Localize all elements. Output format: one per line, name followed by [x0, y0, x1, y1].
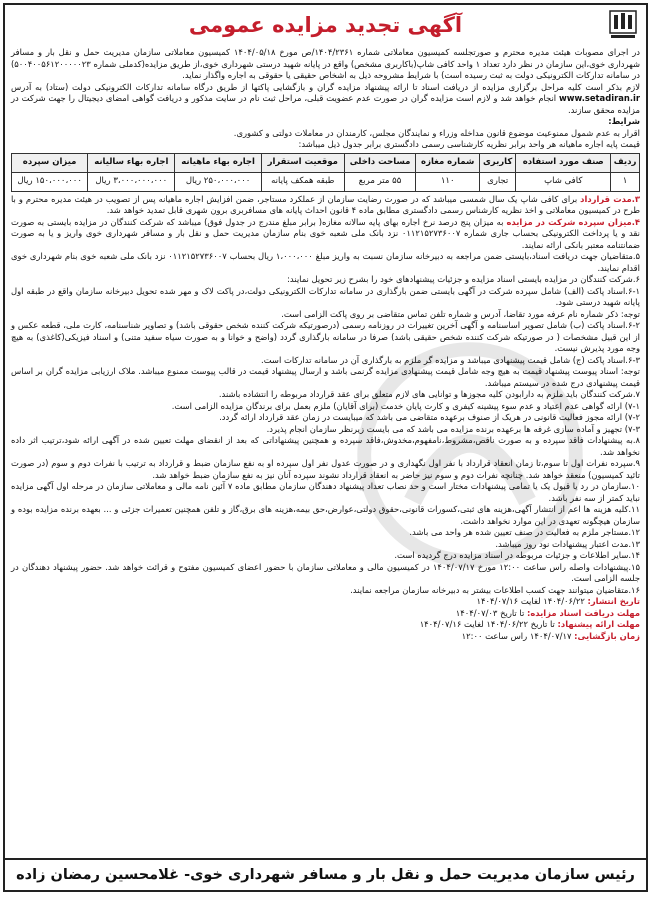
section-9: ۹.سپرده نفرات اول تا سوم،تا زمان انعقاد قرارداد با نفر اول نگهداری و در صورت عدول نفر اول سپرده او به نفع سازمان ضبط و قرارداد به ترتیب با نفرات دوم و سوم (در صورت تائید کمیسیون) منعقد خواهد شد. چنانچه نفرات دوم و سوم نیز حاضر به انعقاد قرارداد نشوند سپرده آنان نیز به نفع سازمان ضبط خواهد شد. — [11, 458, 640, 480]
date-opening-label: زمان بازگشایی: — [574, 630, 640, 641]
condition-1: اقرار به عدم شمول ممنوعیت موضوع قانون مداخله وزراء و نمایندگان مجلس، کارمندان در معاملات دولتی و کشوری. — [233, 127, 640, 138]
section-4-label: ۴.میزان سپرده شرکت در مزایده — [506, 216, 641, 227]
table-cell: ۲۵۰،۰۰۰،۰۰۰ ریال — [175, 172, 262, 191]
section-3-label: ۳.مدت قرارداد — [580, 193, 640, 204]
notice-title: آگهی تجدید مزایده عمومی — [188, 13, 463, 37]
section-7: ۷.شرکت کنندگان باید ملزم به دارابودن کلیه مجوزها و توانایی های لازم متعلق برای عقد قرارداد مربوطه را انتشاده باشند. — [218, 389, 640, 399]
table-header-cell: اجاره بهاء سالیانه — [88, 153, 175, 172]
date-docs-value: تا تاریخ ۱۴۰۴/۰۷/۰۳ — [455, 607, 525, 618]
table-header-cell: ردیف — [611, 153, 640, 172]
date-publish-value: ۱۴۰۴/۰۶/۲۲ لغایت ۱۴۰۴/۰۷/۱۶ — [476, 596, 585, 606]
section-10: ۱۰.سازمان در رد یا قبول یک یا تمامی پیشنهادات مختار است و حد نصاب تعداد پیشنهاد دهندگان سازمان مطابق ماده ۷ آئین نامه مالی و معاملاتی سازمان در مرحله اول آگهی مزایده نباید کمتر از سه نفر باشد. — [11, 481, 640, 503]
date-publish-label: تاریخ انتشار: — [587, 596, 640, 606]
intro-paragraph-1: در اجرای مصوبات هیئت مدیره محترم و صورتجلسه کمیسیون معاملاتی شماره ۱۴۰۴/۲۳۶۱/ص مورخ ۱۴۰۴/۰۵/۱۸ کمیسیون معاملاتی سازمان مدیریت حمل و نقل بار و مسافر شهرداری خوی،این سازمان در نظر دارد تعداد ۱ واحد کافی شاپ(باکاربری مشخص) واقع در پایانه شهید درستی شهرداری خوی،از طریق مزایده(کدملی شماره ۵۰۰۴۰۰۵۶۱۲۰۰۰۰۰۲۳) در سامانه تدارکات الکترونیکی دولت به ثبت رسیده است) با شرایط مشروحه ذیل به اشخاص حقیقی یا حقوقی به اجاره واگذار نماید. — [11, 47, 640, 80]
notice-body — [5, 47, 646, 642]
date-publish — [11, 596, 640, 608]
section-16: ۱۶.متقاضیان میتوانند جهت کسب اطلاعات بیشتر به دبیرخانه سازمان مراجعه نمایند. — [350, 584, 640, 595]
section-7-2: ۷-۲) ارائه مجوز فعالیت قانونی در هریک از صنوف برعهده متقاضی می باشد که میبایست در زمان عقد قرارداد ارائه گردد. — [219, 412, 640, 422]
date-docs-label: مهلت دریافت اسناد مزایده: — [526, 607, 640, 618]
section-11: ۱۱.کلیه هزینه ها اعم از انتشار آگهی،هزینه های ثبتی،کسورات قانونی،حقوق دولتی،عوارض،حق بیمه،هزینه های برق،گاز و تلفن همچنین تعمیرات جزئی و ... بعهده برنده مزایده بوده و سازمان هیچگونه تعهدی در این موارد نخواهد داشت. — [11, 504, 640, 526]
condition-2: قیمت پایه اجاره ماهیانه هر واحد برابر نظریه کارشناسی رسمی دادگستری برابر جدول ذیل میباشد: — [298, 139, 640, 149]
table-header-cell: کاربری — [479, 153, 515, 172]
date-offers — [11, 619, 640, 631]
table-header-cell: صنف مورد استفاده — [516, 153, 611, 172]
section-6-1: ۶-۱.اسناد پاکت (الف) شامل سپرده شرکت در آگهی بایستی ضمن بارگذاری در سامانه تدارکات الکترونیکی دولت،در پاکت لاک و مهر شده تحویل دبیرخانه سازمان واقع در طبقه اول پایانه شهید درستی شود. — [11, 285, 640, 307]
intro-paragraph-2 — [11, 82, 640, 117]
table-header-cell: اجاره بهاء ماهیانه — [175, 153, 262, 172]
section-15: ۱۵.پیشنهادات واصله راس ساعت ۱۲:۰۰ مورخ ۱۴۰۴/۰۷/۱۷ در کمیسیون مالی و معاملاتی سازمان با حضور اعضای کمیسیون مفتوح و قرائت خواهد شد. حضور پیشنهاد دهندگان در جلسه الزامی است. — [11, 561, 640, 583]
section-12: ۱۲.مستاجر ملزم به فعالیت در صنف تعیین شده هر واحد می باشد. — [409, 527, 640, 537]
signature-footer: رئیس سازمان مدیریت حمل و نقل بار و مسافر شهرداری خوی- غلامحسین رمضان زاده — [5, 858, 646, 890]
section-6-3: ۶-۳.اسناد پاکت (ج) شامل قیمت پیشنهادی میباشد و مزایده گر ملزم به بارگذاری آن در سامانه تدارکات است. — [261, 354, 640, 365]
table-cell: تجاری — [479, 172, 515, 191]
section-5: ۵.متقاضیان جهت دریافت اسناد،بایستی ضمن مراجعه به دبیرخانه سازمان نسبت به واریز مبلغ ۱،۰۰۰،۰۰۰ ریال بحساب ۰۱۱۲۱۵۲۷۳۶۰۰۷ نزد بانک ملی شعبه خوی بنام شهرداری خوی اقدام نمایند. — [11, 251, 640, 273]
intro-text-after-site: انجام خواهد شد و لازم است مزایده گران در صورت عدم عضویت قبلی، مراحل ثبت نام در سایت مذکور و دریافت گواهی امضای دیجیتال را جهت شرکت در مزایده محقق سازند. — [11, 93, 640, 115]
date-opening-value: ۱۴۰۴/۰۷/۱۷ راس ساعت ۱۲:۰۰ — [461, 630, 572, 641]
table-cell: ۱۵۰،۰۰۰،۰۰۰ ریال — [12, 172, 88, 191]
notice-page — [3, 3, 648, 892]
table-header-cell: موقعیت استقرار — [261, 153, 344, 172]
section-8: ۸.به پیشنهادات فاقد سپرده و به صورت ناقص،مشروط،نامفهوم،مخدوش،فاقد سپرده و همچنین پیشنهاداتی که بعد از انقضای مهلت تعیین شده در آگهی ارائه شود،ترتیب اثر داده نخواهد شد. — [11, 435, 640, 457]
table-header-cell: شماره مغازه — [416, 153, 480, 172]
table-header-row — [12, 153, 640, 172]
notice-header — [5, 5, 646, 47]
table-cell: ۵۵ متر مربع — [344, 172, 416, 191]
table-cell: طبقه همکف پایانه — [261, 172, 344, 191]
table-cell: کافی شاپ — [516, 172, 611, 191]
section-13: ۱۳.مدت اعتبار پیشنهادات نود روز میباشد. — [495, 538, 640, 549]
date-opening — [11, 631, 640, 643]
section-3 — [11, 194, 640, 217]
conditions-heading: شرایط: — [608, 116, 640, 126]
section-4 — [11, 217, 640, 252]
table-cell: ۳،۰۰۰،۰۰۰،۰۰۰ ریال — [88, 172, 175, 191]
section-6-2: ۶-۲.اسناد پاکت (ب) شامل تصویر اساسنامه و آگهی آخرین تغییرات در روزنامه رسمی (درصورتیکه شرکت کننده شخص حقوقی باشد) و تصاویر شناسنامه، کارت ملی، قطعه عکس و از این قبیل مشخصات ( در صورتیکه شرکت کننده شخص حقیقی باشد) صرفا در سامانه بارگذاری گردد (واضح و خوانا و به صورت سیاه سفید متنی) و اسناد فیزیکی(کاغذی) به هیچ وجه مورد پذیرش نیست. — [11, 320, 640, 353]
section-7-1: ۷-۱) ارائه گواهی عدم اعتیاد و عدم سوء پیشینه کیفری و کارت پایان خدمت (برای آقایان) ملزم بعمل برای برندگان مزایده الزامی است. — [171, 400, 640, 411]
section-7-3: ۷-۳) تجهیز و آماده سازی غرفه ها برعهده برنده مزایده می باشد که می بایست زیرنظر سازمان انجام پذیرد. — [266, 423, 640, 434]
section-6: ۶.شرکت کنندگان در مزایده بایستی اسناد مزایده و جزئیات پیشنهادهای خود را بشرح زیر تحویل نمایند: — [287, 274, 640, 284]
intro-text-before-site: لازم بذکر است کلیه مراحل برگزاری مزایده از دریافت اسناد تا ارائه پیشنهاد مزایده گران و بازگشایی پاکتها از طریق درگاه سامانه تدارکات الکترونیکی دولت (ستاد) به آدرس — [11, 81, 640, 92]
section-14: ۱۴.سایر اطلاعات و جزئیات مربوطه در اسناد مزایده درج گردیده است. — [394, 550, 640, 560]
table-header-cell: مساحت داخلی — [344, 153, 416, 172]
note-1: توجه: ذکر شماره نام عرفه مورد تقاضا، آدرس و شماره تلفن تماس متقاضی بر روی پاکت الزامی است. — [281, 308, 640, 319]
table-header-cell: میزان سپرده — [12, 153, 88, 172]
setadiran-link[interactable]: www.setadiran.ir — [559, 93, 640, 103]
table-cell: ۱۱۰ — [416, 172, 480, 191]
municipality-logo-icon — [608, 9, 638, 41]
table-row — [12, 172, 640, 191]
date-offers-label: مهلت ارائه پیشنهاد: — [557, 619, 640, 629]
section-3-text: برای کافی شاپ یک سال شمسی میباشد که در صورت رضایت سازمان از عملکرد مستاجر، ضمن افزایش اجاره ماهیانه پس از تصویب در هیئت مدیره محترم و با طرح در کمیسیون معاملاتی و اخذ نظریه کارشناس رسمی دادگستری مطابق ماده ۴ قانون احداث پایانه های مسافربری برون شهری قابل تمدید خواهد شد. — [11, 193, 640, 215]
date-offers-value: تا تاریخ ۱۴۰۴/۰۶/۲۲ لغایت ۱۴۰۴/۰۷/۱۶ — [419, 619, 555, 629]
auction-table — [11, 153, 640, 192]
note-2: توجه: اسناد پیوست پیشنهاد قیمت به هیچ وجه شامل قیمت پیشنهادی مزایده گرنمی باشد و ارسال پیشنهاد قیمت در قالب پیوست ممنوع میباشد. ملاک ارزیابی مزایده گران بر اساس قیمت پیشنهادی درج شده در سیستم میباشد. — [11, 366, 640, 388]
date-docs — [11, 608, 640, 620]
section-4-text: به میزان پنج درصد نرخ اجاره بهای پایه سالانه مغازه( برابر مبلغ مندرج در جدول فوق) میباشد که شرکت کنندگان در مزایده بایستی به صورت نقد و یا پرداخت الکترونیکی بحساب جاری شماره ۰۱۱۲۱۵۲۷۳۶۰۰۷ نزد بانک ملی شعبه خوی بنام سازمان مدیریت حمل و نقل بار و مسافر شهرداری خوی واریز و یا به صورت ضمانتنامه معتبر بانکی ارائه نمایند. — [11, 216, 641, 250]
table-cell: ۱ — [611, 172, 640, 191]
